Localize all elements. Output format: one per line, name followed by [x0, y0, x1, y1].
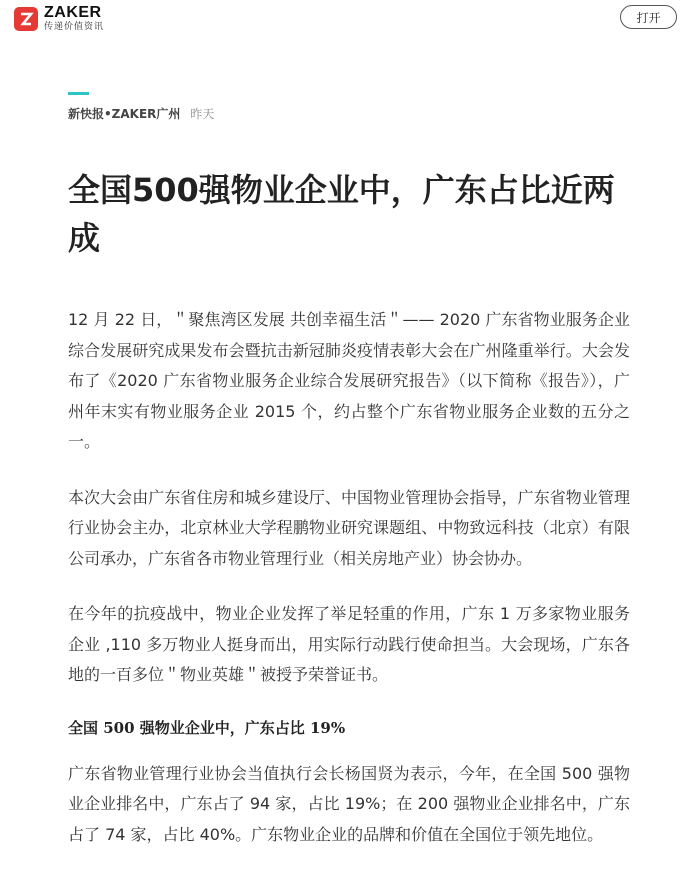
top-bar — [0, 0, 687, 36]
accent-bar — [68, 92, 89, 95]
article-title: 全国500强物业企业中，广东占比近两成 — [68, 171, 615, 257]
article-source[interactable]: 新快报•ZAKER广州 — [68, 107, 181, 121]
article-meta — [68, 106, 214, 122]
article-time: 昨天 — [190, 107, 215, 121]
article-body — [68, 305, 630, 875]
article-paragraph: 本次大会由广东省住房和城乡建设厅、中国物业管理协会指导，广东省物业管理行业协会主办，北京林业大学程鹏物业研究课题组、中物致远科技（北京）有限公司承办，广东省各市物业管理行业（相关房地产业）协会协办。 — [68, 487, 630, 568]
logo-name: ZAKER — [44, 4, 102, 21]
article-paragraph: 12 月 22 日，＂聚焦湾区发展 共创幸福生活＂—— 2020 广东省物业服务企业综合发展研究成果发布会暨抗击新冠肺炎疫情表彰大会在广州隆重举行。大会发布了《2020 广东省物业服务企业综合发展研究报告》（以下简称《报告》），广州年末实有物业服务企业 2015 个，约占整个广东省物业服务企业数的五分之一。 — [68, 310, 630, 451]
zaker-logo[interactable] — [14, 5, 104, 32]
article-paragraph: 广东省物业管理行业协会当值执行会长杨国贤为表示，今年，在全国 500 强物业企业排名中，广东占了 94 家，占比 19%；在 200 强物业企业排名中，广东占了 74 家，占比 40%。广东物业企业的品牌和价值在全国位于领先地位。 — [68, 763, 630, 844]
article-subheading: 全国 500 强物业企业中，广东占比 19% — [68, 718, 346, 737]
open-app-button[interactable]: 打开 — [620, 5, 677, 29]
zaker-z-icon — [14, 7, 38, 31]
logo-slogan: 传递价值资讯 — [44, 22, 105, 32]
article-paragraph: 在今年的抗疫战中，物业企业发挥了举足轻重的作用，广东 1 万多家物业服务企业 ,110 多万物业人挺身而出，用实际行动践行使命担当。大会现场，广东各地的一百多位＂物业英雄＂被授予荣誉证书。 — [68, 604, 630, 684]
